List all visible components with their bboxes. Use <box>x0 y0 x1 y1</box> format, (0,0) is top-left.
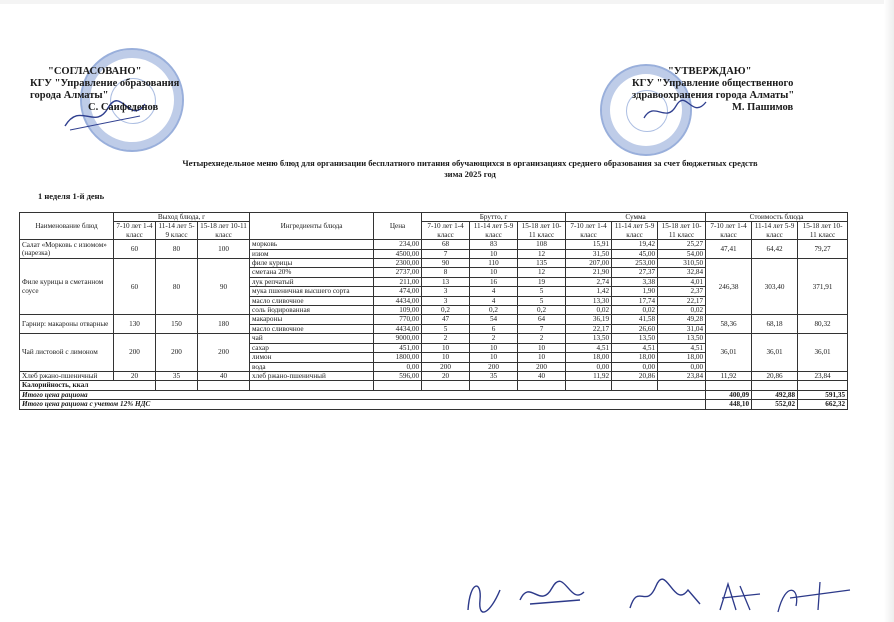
header-yield-age-3: 15-18 лет 10-11 класс <box>198 222 250 240</box>
ingredient-gross: 10 <box>422 353 470 362</box>
header-price: Цена <box>374 213 422 240</box>
ingredient-sum: 0,02 <box>566 306 612 315</box>
ingredient-sum: 3,38 <box>612 277 658 286</box>
dish-yield: 80 <box>156 240 198 259</box>
ingredient-gross: 7 <box>422 249 470 258</box>
ingredient-sum: 21,90 <box>566 268 612 277</box>
empty-cell <box>156 381 198 390</box>
total-value: 400,09 <box>706 390 752 399</box>
ingredient-sum: 1,90 <box>612 287 658 296</box>
empty-cell <box>518 381 566 390</box>
ingredient-gross: 16 <box>470 277 518 286</box>
signature-1 <box>468 586 500 612</box>
header-yield-age-1: 7-10 лет 1-4 класс <box>114 222 156 240</box>
ingredient-gross: 5 <box>518 287 566 296</box>
ingredient-sum: 19,42 <box>612 240 658 249</box>
total-vat-row <box>20 400 848 409</box>
ingredient-name: сметана 20% <box>250 268 374 277</box>
dish-cost: 36,01 <box>798 334 848 372</box>
ingredient-sum: 17,74 <box>612 296 658 305</box>
ingredient-sum: 25,27 <box>658 240 706 249</box>
agreed-signer: С. Саифеденов <box>88 102 159 113</box>
ingredient-sum: 13,50 <box>612 334 658 343</box>
ingredient-sum: 4,01 <box>658 277 706 286</box>
empty-cell <box>798 381 848 390</box>
document-title-line2: зима 2025 год <box>444 169 496 179</box>
empty-cell <box>250 381 374 390</box>
dish-yield: 90 <box>198 259 250 315</box>
top-edge <box>0 0 894 4</box>
ingredient-gross: 0,2 <box>518 306 566 315</box>
total-vat-label: Итого цена рациона с учетом 12% НДС <box>20 400 706 409</box>
ingredient-name: изюм <box>250 249 374 258</box>
approved-org-line1: КГУ "Управление общественного <box>632 78 794 89</box>
ingredient-sum: 18,00 <box>658 353 706 362</box>
ingredient-price: 2737,00 <box>374 268 422 277</box>
ingredient-price: 451,00 <box>374 343 422 352</box>
ingredient-gross: 35 <box>470 371 518 380</box>
dish-cost: 36,01 <box>706 334 752 372</box>
ingredient-gross: 5 <box>518 296 566 305</box>
ingredient-gross: 135 <box>518 259 566 268</box>
dish-cost: 47,41 <box>706 240 752 259</box>
ingredient-name: чай <box>250 334 374 343</box>
ingredient-sum: 0,00 <box>658 362 706 371</box>
dish-cost: 371,91 <box>798 259 848 315</box>
total-row <box>20 390 848 399</box>
table-header-row-2 <box>20 222 848 240</box>
ingredient-sum: 4,51 <box>658 343 706 352</box>
empty-cell <box>566 381 612 390</box>
total-vat-value: 552,02 <box>752 400 798 409</box>
header-cost-age-3: 15-18 лет 10-11 класс <box>798 222 848 240</box>
ingredient-sum: 23,84 <box>658 371 706 380</box>
ingredient-price: 1800,00 <box>374 353 422 362</box>
table-row <box>20 371 848 380</box>
header-sum-age-1: 7-10 лет 1-4 класс <box>566 222 612 240</box>
ingredient-sum: 36,19 <box>566 315 612 324</box>
dish-yield: 130 <box>114 315 156 334</box>
ingredient-sum: 41,58 <box>612 315 658 324</box>
ingredient-gross: 47 <box>422 315 470 324</box>
calories-row <box>20 381 848 390</box>
ingredient-sum: 31,50 <box>566 249 612 258</box>
ingredient-gross: 12 <box>518 249 566 258</box>
ingredient-gross: 200 <box>470 362 518 371</box>
ingredient-gross: 10 <box>518 343 566 352</box>
ingredient-sum: 54,00 <box>658 249 706 258</box>
dish-yield: 35 <box>156 371 198 380</box>
ingredient-sum: 310,50 <box>658 259 706 268</box>
ingredient-gross: 3 <box>422 287 470 296</box>
ingredient-sum: 27,37 <box>612 268 658 277</box>
ingredient-name: масло сливочное <box>250 324 374 333</box>
ingredient-gross: 83 <box>470 240 518 249</box>
ingredient-gross: 0,2 <box>422 306 470 315</box>
signature-2 <box>520 581 584 604</box>
ingredient-gross: 5 <box>422 324 470 333</box>
ingredient-gross: 10 <box>470 268 518 277</box>
agreed-title: "СОГЛАСОВАНО" <box>48 66 142 77</box>
ingredient-sum: 13,50 <box>658 334 706 343</box>
ingredient-name: лимон <box>250 353 374 362</box>
header-gross-age-1: 7-10 лет 1-4 класс <box>422 222 470 240</box>
ingredient-sum: 22,17 <box>566 324 612 333</box>
ingredient-name: сахар <box>250 343 374 352</box>
ingredient-gross: 7 <box>518 324 566 333</box>
ingredient-price: 770,00 <box>374 315 422 324</box>
ingredient-gross: 12 <box>518 268 566 277</box>
table-row <box>20 259 848 268</box>
ingredient-name: филе курицы <box>250 259 374 268</box>
ingredient-gross: 10 <box>470 249 518 258</box>
dish-yield: 80 <box>156 259 198 315</box>
dish-cost: 23,84 <box>798 371 848 380</box>
dish-yield: 200 <box>198 334 250 372</box>
ingredient-sum: 2,74 <box>566 277 612 286</box>
dish-yield: 20 <box>114 371 156 380</box>
bottom-signatures <box>460 570 860 622</box>
dish-cost: 58,36 <box>706 315 752 334</box>
ingredient-sum: 1,42 <box>566 287 612 296</box>
ingredient-gross: 10 <box>470 353 518 362</box>
ingredient-name: лук репчатый <box>250 277 374 286</box>
ingredient-sum: 20,86 <box>612 371 658 380</box>
ingredient-sum: 26,60 <box>612 324 658 333</box>
ingredient-name: макароны <box>250 315 374 324</box>
ingredient-sum: 207,00 <box>566 259 612 268</box>
table-header-row-1 <box>20 213 848 222</box>
dish-yield: 150 <box>156 315 198 334</box>
total-value: 492,88 <box>752 390 798 399</box>
ingredient-sum: 253,00 <box>612 259 658 268</box>
dish-cost: 80,32 <box>798 315 848 334</box>
ingredient-gross: 54 <box>470 315 518 324</box>
ingredient-gross: 40 <box>518 371 566 380</box>
ingredient-name: вода <box>250 362 374 371</box>
signature-4 <box>720 584 760 610</box>
dish-name: Салат «Морковь с изюмом» (нарезка) <box>20 240 114 259</box>
table-row <box>20 240 848 249</box>
empty-cell <box>422 381 470 390</box>
dish-name: Гарнир: макароны отварные <box>20 315 114 334</box>
empty-cell <box>612 381 658 390</box>
ingredient-gross: 110 <box>470 259 518 268</box>
ingredient-sum: 18,00 <box>612 353 658 362</box>
ingredient-sum: 0,00 <box>566 362 612 371</box>
agreed-org-line2: города Алматы" <box>30 90 109 101</box>
ingredient-gross: 2 <box>470 334 518 343</box>
ingredient-gross: 108 <box>518 240 566 249</box>
ingredient-sum: 15,91 <box>566 240 612 249</box>
ingredient-gross: 8 <box>422 268 470 277</box>
ingredient-price: 4434,00 <box>374 296 422 305</box>
ingredient-sum: 2,37 <box>658 287 706 296</box>
dish-cost: 36,01 <box>752 334 798 372</box>
empty-cell <box>706 381 752 390</box>
dish-yield: 200 <box>114 334 156 372</box>
dish-cost: 79,27 <box>798 240 848 259</box>
table-row <box>20 315 848 324</box>
header-gross-age-3: 15-18 лет 10-11 класс <box>518 222 566 240</box>
dish-cost: 246,38 <box>706 259 752 315</box>
ingredient-gross: 10 <box>470 343 518 352</box>
agreed-org-line1: КГУ "Управление образования <box>30 78 180 89</box>
approved-signer: М. Пашимов <box>732 102 794 113</box>
ingredient-price: 211,00 <box>374 277 422 286</box>
ingredient-gross: 2 <box>422 334 470 343</box>
approved-org-line2: здравоохранения города Алматы" <box>632 90 795 101</box>
approved-block <box>632 66 794 114</box>
header-gross: Брутто, г <box>422 213 566 222</box>
total-value: 591,35 <box>798 390 848 399</box>
ingredient-sum: 18,00 <box>566 353 612 362</box>
ingredient-sum: 13,50 <box>566 334 612 343</box>
empty-cell <box>658 381 706 390</box>
ingredient-gross: 2 <box>518 334 566 343</box>
document-title-line1: Четырехнедельное меню блюд для организации бесплатного питания обучающихся в организациях среднего образования за счет бюджетных средств <box>182 158 758 168</box>
ingredient-gross: 4 <box>470 296 518 305</box>
empty-cell <box>198 381 250 390</box>
total-label: Итого цена рациона <box>20 390 706 399</box>
ingredient-gross: 10 <box>422 343 470 352</box>
ingredient-price: 234,00 <box>374 240 422 249</box>
ingredient-sum: 13,30 <box>566 296 612 305</box>
table-row <box>20 334 848 343</box>
document-title <box>130 158 810 180</box>
dish-name: Чай листовой с лимоном <box>20 334 114 372</box>
ingredient-gross: 64 <box>518 315 566 324</box>
calories-label: Калорийность, ккал <box>20 381 156 390</box>
ingredient-price: 4434,00 <box>374 324 422 333</box>
dish-yield: 180 <box>198 315 250 334</box>
dish-yield: 200 <box>156 334 198 372</box>
ingredient-sum: 32,84 <box>658 268 706 277</box>
ingredient-name: морковь <box>250 240 374 249</box>
approved-title: "УТВЕРЖДАЮ" <box>668 66 752 77</box>
ingredient-gross: 4 <box>470 287 518 296</box>
empty-cell <box>374 381 422 390</box>
total-vat-value: 448,10 <box>706 400 752 409</box>
ingredient-gross: 200 <box>518 362 566 371</box>
ingredient-price: 2300,00 <box>374 259 422 268</box>
ingredient-price: 596,00 <box>374 371 422 380</box>
ingredient-gross: 6 <box>470 324 518 333</box>
ingredient-sum: 4,51 <box>566 343 612 352</box>
header-cost-age-2: 11-14 лет 5-9 класс <box>752 222 798 240</box>
ingredient-gross: 20 <box>422 371 470 380</box>
header-ingredients: Ингредиенты блюда <box>250 213 374 240</box>
signature-5 <box>778 582 850 612</box>
header-cost-age-1: 7-10 лет 1-4 класс <box>706 222 752 240</box>
dish-name: Хлеб ржано-пшеничный <box>20 371 114 380</box>
header-sum-age-2: 11-14 лет 5-9 класс <box>612 222 658 240</box>
ingredient-price: 4500,00 <box>374 249 422 258</box>
dish-cost: 68,18 <box>752 315 798 334</box>
ingredient-name: соль йодированная <box>250 306 374 315</box>
ingredient-gross: 13 <box>422 277 470 286</box>
header-dish-name: Наименование блюд <box>20 213 114 240</box>
ingredient-price: 9000,00 <box>374 334 422 343</box>
ingredient-sum: 11,92 <box>566 371 612 380</box>
ingredient-sum: 22,17 <box>658 296 706 305</box>
dish-yield: 40 <box>198 371 250 380</box>
dish-cost: 20,86 <box>752 371 798 380</box>
header-gross-age-2: 11-14 лет 5-9 класс <box>470 222 518 240</box>
signature-3 <box>630 579 700 608</box>
dish-yield: 60 <box>114 259 156 315</box>
table-body <box>20 240 848 409</box>
header-yield-age-2: 11-14 лет 5-9 класс <box>156 222 198 240</box>
dish-cost: 64,42 <box>752 240 798 259</box>
ingredient-price: 0,00 <box>374 362 422 371</box>
ingredient-price: 109,00 <box>374 306 422 315</box>
ingredient-sum: 0,00 <box>612 362 658 371</box>
ingredient-gross: 200 <box>422 362 470 371</box>
dish-name: Филе курицы в сметанном соусе <box>20 259 114 315</box>
ingredient-gross: 0,2 <box>470 306 518 315</box>
ingredient-sum: 49,28 <box>658 315 706 324</box>
ingredient-sum: 31,04 <box>658 324 706 333</box>
dish-cost: 11,92 <box>706 371 752 380</box>
ingredient-gross: 90 <box>422 259 470 268</box>
header-cost: Стоимость блюда <box>706 213 848 222</box>
dish-yield: 60 <box>114 240 156 259</box>
header-sum-age-3: 15-18 лет 10-11 класс <box>658 222 706 240</box>
total-vat-value: 662,32 <box>798 400 848 409</box>
ingredient-gross: 19 <box>518 277 566 286</box>
ingredient-gross: 3 <box>422 296 470 305</box>
ingredient-name: масло сливочное <box>250 296 374 305</box>
ingredient-sum: 45,00 <box>612 249 658 258</box>
ingredient-sum: 4,51 <box>612 343 658 352</box>
menu-table <box>19 212 848 410</box>
week-day-label: 1 неделя 1-й день <box>38 191 105 201</box>
ingredient-name: хлеб ржано-пшеничный <box>250 371 374 380</box>
page-edge-shadow <box>884 0 894 622</box>
ingredient-sum: 0,02 <box>612 306 658 315</box>
header-yield: Выход блюда, г <box>114 213 250 222</box>
ingredient-sum: 0,02 <box>658 306 706 315</box>
header-sum: Сумма <box>566 213 706 222</box>
ingredient-price: 474,00 <box>374 287 422 296</box>
ingredient-name: мука пшеничная высшего сорта <box>250 287 374 296</box>
dish-cost: 303,40 <box>752 259 798 315</box>
ingredient-gross: 68 <box>422 240 470 249</box>
empty-cell <box>470 381 518 390</box>
ingredient-gross: 10 <box>518 353 566 362</box>
empty-cell <box>752 381 798 390</box>
dish-yield: 100 <box>198 240 250 259</box>
agreed-block <box>30 66 179 114</box>
